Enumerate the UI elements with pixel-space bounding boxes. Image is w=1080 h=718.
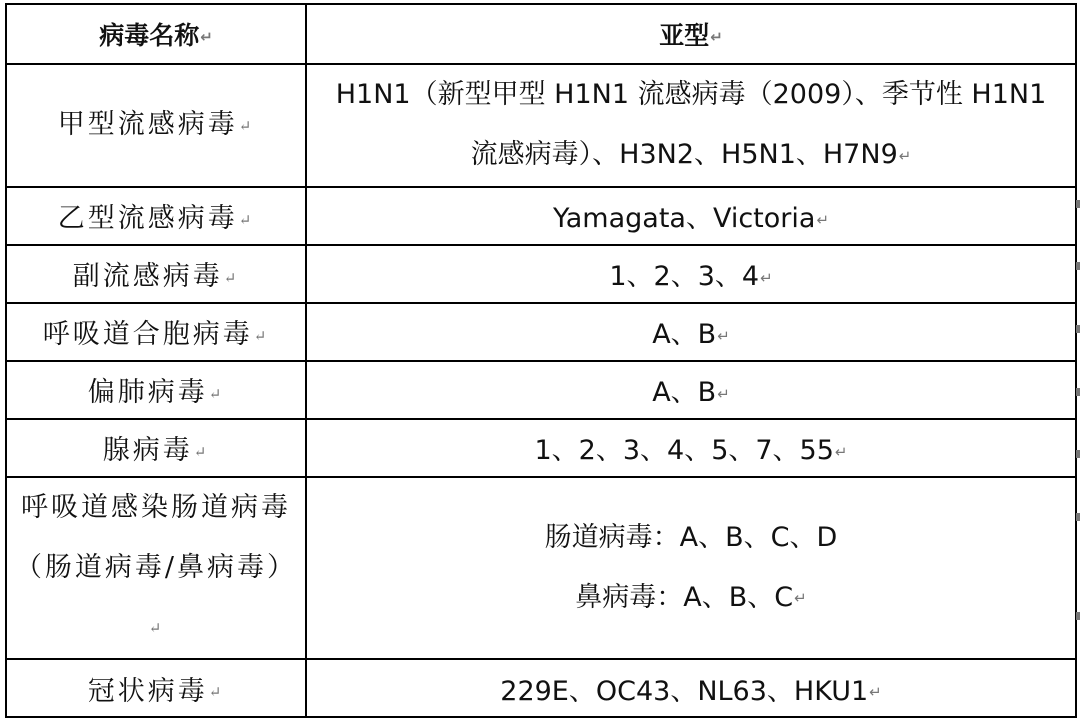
virus-name-cell-line [88, 676, 225, 707]
paragraph-mark-icon: ↵ [238, 116, 255, 135]
subtype-cell [306, 477, 1076, 660]
table-row [6, 187, 1076, 245]
subtype-cell-line [313, 508, 1069, 568]
virus-name-cell-text: 副流感病毒 [72, 261, 223, 292]
paragraph-mark-icon: ↵ [869, 683, 882, 701]
virus-name-cell-line [73, 261, 240, 292]
subtype-cell [306, 419, 1076, 477]
virus-name-cell-text: 腺病毒 [102, 435, 193, 466]
table-row [6, 659, 1076, 717]
margin-marker [1076, 388, 1080, 396]
paragraph-mark-icon: ↵ [717, 384, 730, 403]
subtype-cell-text: 肠道病毒：A、B、C、D [544, 521, 838, 553]
table-row [6, 64, 1076, 187]
paragraph-mark-icon: ↵ [253, 326, 270, 345]
paragraph-mark-icon: ↵ [816, 210, 830, 229]
header-row [6, 4, 1076, 64]
subtype-cell-line [553, 203, 829, 234]
paragraph-mark-icon: ↵ [898, 146, 912, 165]
subtype-cell [306, 187, 1076, 245]
margin-marker [1076, 612, 1080, 620]
margin-marker [1076, 325, 1080, 333]
virus-name-cell [6, 64, 306, 187]
subtype-cell [306, 659, 1076, 717]
table-body [6, 64, 1076, 717]
paragraph-mark-icon: ↵ [200, 28, 213, 46]
subtype-cell-line [313, 125, 1069, 186]
subtype-cell-line [609, 261, 772, 292]
subtype-cell-line [652, 319, 730, 350]
subtype-cell [306, 361, 1076, 419]
virus-name-cell [6, 419, 306, 477]
paragraph-mark-icon: ↵ [223, 268, 240, 287]
virus-name-cell-text: 甲型流感病毒 [57, 109, 238, 140]
subtype-cell-line [652, 377, 730, 408]
paragraph-mark-icon: ↵ [760, 268, 773, 287]
virus-name-cell-text: 呼吸道合胞病毒 [42, 319, 253, 350]
subtype-cell-line [313, 568, 1069, 629]
table-row [6, 419, 1076, 477]
subtype-cell-text: Yamagata、Victoria [552, 203, 816, 234]
margin-marker [1076, 513, 1080, 521]
subtype-cell-text: 229E、OC43、NL63、HKU1 [500, 675, 869, 707]
virus-subtype-table-wrapper [5, 3, 1077, 718]
margin-marker [1076, 450, 1080, 458]
subtype-cell-text: A、B [652, 377, 717, 408]
virus-name-cell-line [58, 203, 255, 234]
virus-name-cell-line [103, 435, 210, 466]
subtype-cell-text: A、B [652, 319, 717, 350]
virus-name-cell-text: 偏肺病毒 [87, 377, 208, 408]
subtype-cell [306, 64, 1076, 187]
paragraph-mark-icon: ↵ [834, 442, 848, 461]
table-row [6, 361, 1076, 419]
subtype-cell [306, 245, 1076, 303]
paragraph-mark-icon: ↵ [193, 442, 210, 461]
header-virus-name-text: 病毒名称 [99, 21, 200, 50]
header-virus-name [6, 4, 306, 64]
virus-name-cell [6, 361, 306, 419]
paragraph-mark-icon: ↵ [208, 683, 225, 701]
virus-name-cell-line [13, 538, 299, 659]
subtype-cell-line [534, 435, 847, 466]
paragraph-mark-icon: ↵ [208, 384, 225, 403]
subtype-cell-line [500, 676, 881, 707]
header-subtype [306, 4, 1076, 64]
virus-name-cell-text: 冠状病毒 [87, 675, 208, 707]
virus-name-cell [6, 477, 306, 660]
paragraph-mark-icon: ↵ [710, 28, 723, 46]
virus-name-cell-text: 呼吸道感染肠道病毒 [21, 491, 291, 523]
virus-name-cell-line [13, 478, 299, 538]
virus-name-cell-line [88, 377, 225, 408]
subtype-cell-text: 流感病毒）、H3N2、H5N1、H7N9 [470, 139, 898, 170]
virus-name-cell [6, 303, 306, 361]
subtype-cell-text: 1、2、3、4 [609, 261, 760, 292]
table-row [6, 303, 1076, 361]
paragraph-mark-icon: ↵ [717, 326, 730, 345]
virus-name-cell [6, 187, 306, 245]
subtype-cell-text: H1N1（新型甲型 H1N1 流感病毒（2009）、季节性 H1N1 [335, 79, 1047, 110]
header-subtype-text: 亚型 [659, 21, 710, 50]
subtype-cell-text: 鼻病毒：A、B、C [575, 581, 794, 613]
virus-name-cell-text: 乙型流感病毒 [57, 203, 238, 234]
table-row [6, 477, 1076, 660]
virus-name-cell-line [43, 319, 270, 350]
paragraph-mark-icon: ↵ [238, 210, 255, 229]
subtype-cell [306, 303, 1076, 361]
virus-subtype-table [5, 3, 1077, 718]
subtype-cell-line [313, 65, 1069, 125]
paragraph-mark-icon: ↵ [148, 619, 165, 637]
virus-name-cell [6, 245, 306, 303]
margin-marker [1076, 262, 1080, 270]
table-row [6, 245, 1076, 303]
paragraph-mark-icon: ↵ [794, 589, 807, 607]
subtype-cell-text: 1、2、3、4、5、7、55 [534, 435, 834, 466]
margin-marker [1076, 200, 1080, 208]
virus-name-cell [6, 659, 306, 717]
virus-name-cell-line [13, 95, 299, 156]
virus-name-cell-text: （肠道病毒/鼻病毒） [14, 551, 298, 583]
